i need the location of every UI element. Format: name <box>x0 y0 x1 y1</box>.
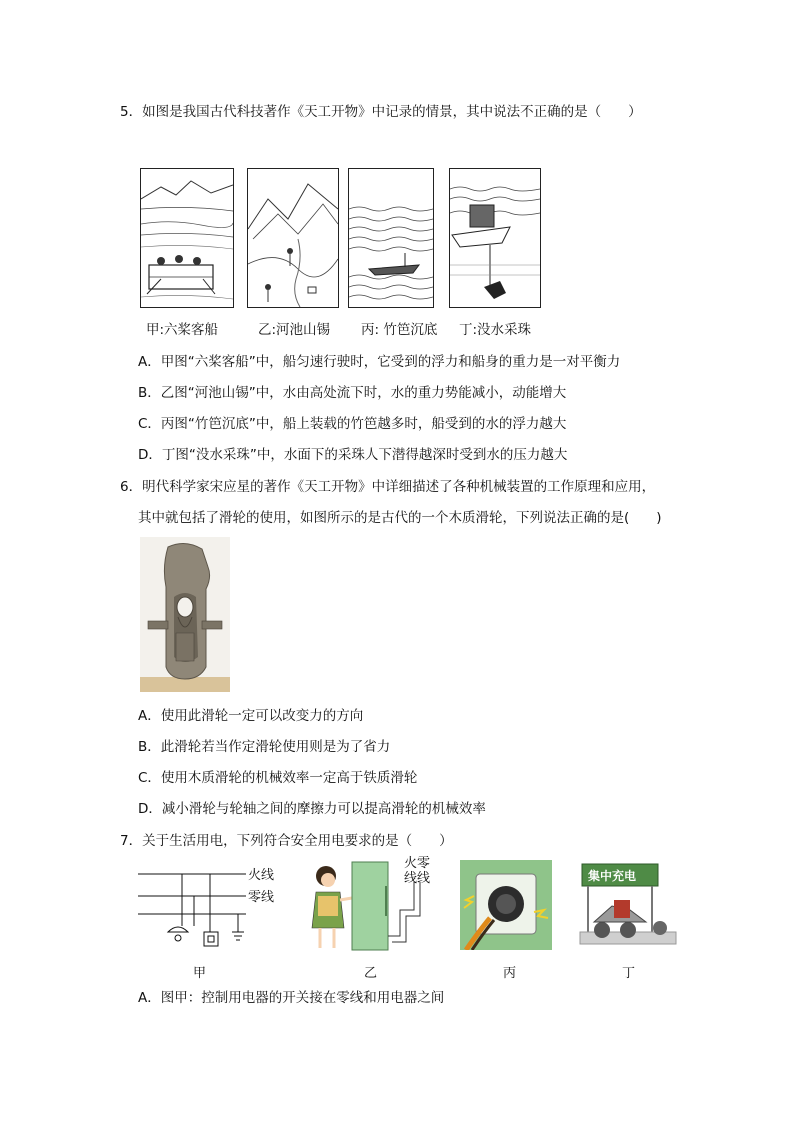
q7-figure-yi-girl-fridge <box>300 856 438 956</box>
q7-option-a: A．图甲：控制用电器的开关接在零线和用电器之间 <box>138 990 445 1006</box>
q5-option-a: A．甲图“六桨客船”中，船匀速行驶时，它受到的浮力和船身的重力是一对平衡力 <box>138 354 621 370</box>
q7-figure-ding-charging-station <box>576 860 680 950</box>
q6-stem-line1: 6．明代科学家宋应星的著作《天工开物》中详细描述了各种机械装置的工作原理和应用， <box>120 479 656 495</box>
q6-option-a: A．使用此滑轮一定可以改变力的方向 <box>138 708 364 724</box>
q5-caption-ding: 丁:没水采珠 <box>459 322 532 338</box>
q5-caption-jia: 甲:六桨客船 <box>146 322 219 338</box>
charging-sign-text: 集中充电 <box>588 869 637 883</box>
q6-option-b: B．此滑轮若当作定滑轮使用则是为了省力 <box>138 739 391 755</box>
q5-figure-yi <box>247 168 339 308</box>
q7-caption-yi: 乙 <box>364 966 378 981</box>
q5-figure-bing <box>348 168 434 308</box>
wooden-pulley-photo <box>140 537 230 692</box>
q7-caption-bing: 丙 <box>503 966 517 981</box>
q5-figure-ding <box>449 168 541 308</box>
q5-stem: 5．如图是我国古代科技著作《天工开物》中记录的情景，其中说法不正确的是（ ） <box>120 104 642 120</box>
q7-figure-jia-wiring-diagram <box>138 860 288 956</box>
q5-option-d: D．丁图“没水采珠”中，水面下的采珠人下潜得越深时受到水的压力越大 <box>138 447 568 463</box>
q7-caption-ding: 丁 <box>622 966 636 981</box>
q7-stem: 7．关于生活用电，下列符合安全用电要求的是（ ） <box>120 833 453 849</box>
q5-caption-bing: 丙: 竹笆沉底 <box>361 322 438 338</box>
q5-option-b: B．乙图“河池山锡”中，水由高处流下时，水的重力势能减小，动能增大 <box>138 385 567 401</box>
q7-figure-bing-wet-socket <box>460 860 552 950</box>
q6-option-d: D．减小滑轮与轮轴之间的摩擦力可以提高滑轮的机械效率 <box>138 801 486 817</box>
q7-caption-jia: 甲 <box>193 966 207 981</box>
neutral-wire-label: 零线 <box>248 890 275 905</box>
q5-figure-jia <box>140 168 234 308</box>
q6-stem-line2: 其中就包括了滑轮的使用，如图所示的是古代的一个木质滑轮，下列说法正确的是( ) <box>138 510 662 526</box>
q5-caption-yi: 乙:河池山锡 <box>258 322 331 338</box>
q6-option-c: C．使用木质滑轮的机械效率一定高于铁质滑轮 <box>138 770 418 786</box>
q5-option-c: C．丙图“竹笆沉底”中，船上装载的竹笆越多时，船受到的水的浮力越大 <box>138 416 567 432</box>
live-neutral-wire-labels: 火零 线线 <box>404 856 431 886</box>
live-wire-label: 火线 <box>248 868 275 883</box>
